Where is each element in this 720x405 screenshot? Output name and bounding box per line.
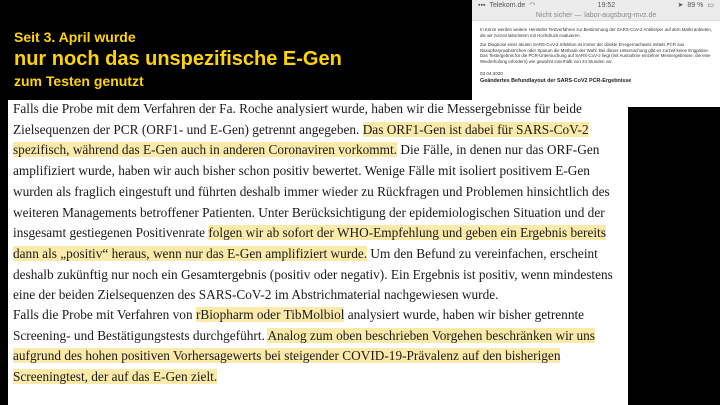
location-icon: ➤ [677,2,684,9]
headline [14,28,434,90]
phone-post-title[interactable]: Geändertes Befundlayout der SARS-CoV2 PCR-Ergebnisse [480,78,632,85]
phone-status-bar [472,0,720,10]
phone-page-body [472,21,720,85]
body-text: analysiert wurde, haben wir bisher getrennte Screening- und Bestätigungstests durchgeführt. [13,307,585,343]
url-prefix: Nicht sicher — [535,11,582,19]
document-paragraph-2 [13,305,619,388]
body-text: Die Fälle, in denen nur das ORF-Gen amplifiziert wurde, haben wir auch bisher schon positiv bewertet. Wenige Fälle mit isoliert positivem E-Gen wurden als fraglich eingestuft und führten deshalb immer wieder zu Rückfragen und Problemen hinsichtlich des weiteren Managements betroffener Patienten. Unter Berücksichtigung der epidemiologischen Situation und der insgesamt gestiegenen Positivenrate [13,142,610,241]
highlighted-text: folgen wir ab sofort der WHO-Empfehlung und geben ein Ergebnis bereits dann als „positiv“ heraus, wenn nur das E-Gen amplifiziert wurde. [13,225,606,261]
body-text: Um den Befund zu vereinfachen, erscheint deshalb zukünftig nur noch ein Gesamtergebnis (positiv oder negativ). Ein Ergebnis ist positiv, wenn mindestens eine der beiden Zielsequenzen des SARS-CoV-2 im Abstrichmaterial nachgewiesen wurde. [13,245,613,303]
wifi-icon: ◠ [529,2,536,9]
phone-paragraph-2: Zur Diagnose einer akuten SARS-CoV-2 Infektion ist immer der direkte Erregernachweis mittels PCR aus Nasopharynxabstrichen oder Sputum die Methode der Wahl. Bei dieser Untersuchung gibt es zurzeit keine Engpässe. Das Testergebnis für die PCR-Untersuchung auf SARS-CoV-2 liegt (mit Ausnahme einzelner Messergebnisse, die eine Wiederholung erfordern) wie gewohnt innerhalb von 24 Stunden vor. [480,42,711,64]
address-bar[interactable] [472,10,720,21]
body-text: Falls die Probe mit dem Verfahren der Fa. Roche analysiert wurde, haben wir die Messergebnisse für beide Zielsequenzen der PCR (ORF1- und E-Gen) getrennt angegeben. [13,101,582,137]
signal-icon: ▪▪▪ [478,1,486,9]
document-paragraph-1 [13,100,619,306]
highlighted-text: rBiopharm oder TibMolbiol [195,307,345,322]
highlighted-text: Analog zum oben beschrieben Vorgehen beschränken wir uns aufgrund des hohen positiven Vorhersagewerts bei steigender COVID-19-Prävalenz auf den bisherigen Screeningtest, der auf das E-Gen zielt. [13,327,595,385]
body-text: Falls die Probe mit Verfahren von [13,307,196,322]
document-excerpt [8,100,628,405]
headline-line-3: zum Testen genutzt [14,73,144,89]
phone-post-date: 03.04.2020 [480,70,503,76]
battery-label: 89 % [687,1,704,9]
phone-paragraph-1: In Kürze werden weitere Hersteller Testverfahren zur Bestimmung der SARS-CoV-2 Antikörper auf dem Markt anbieten, die wir zurzeit laborintern mit Hochdruck evaluieren. [480,27,712,38]
highlighted-text: Das ORF1-Gen ist dabei für SARS-CoV-2 spezifisch, während das E-Gen auch in anderen Coronaviren vorkommt. [13,121,589,158]
phone-screenshot [472,0,720,107]
carrier-label: Telekom.de [489,1,526,9]
clock-label: 19:52 [597,1,616,9]
battery-icon: ▭ [707,2,714,9]
headline-line-2: nur noch das unspezifische E-Gen [14,48,342,70]
url-text[interactable]: labor-augsburg-mvz.de [584,11,657,19]
headline-line-1: Seit 3. April wurde [14,29,136,45]
